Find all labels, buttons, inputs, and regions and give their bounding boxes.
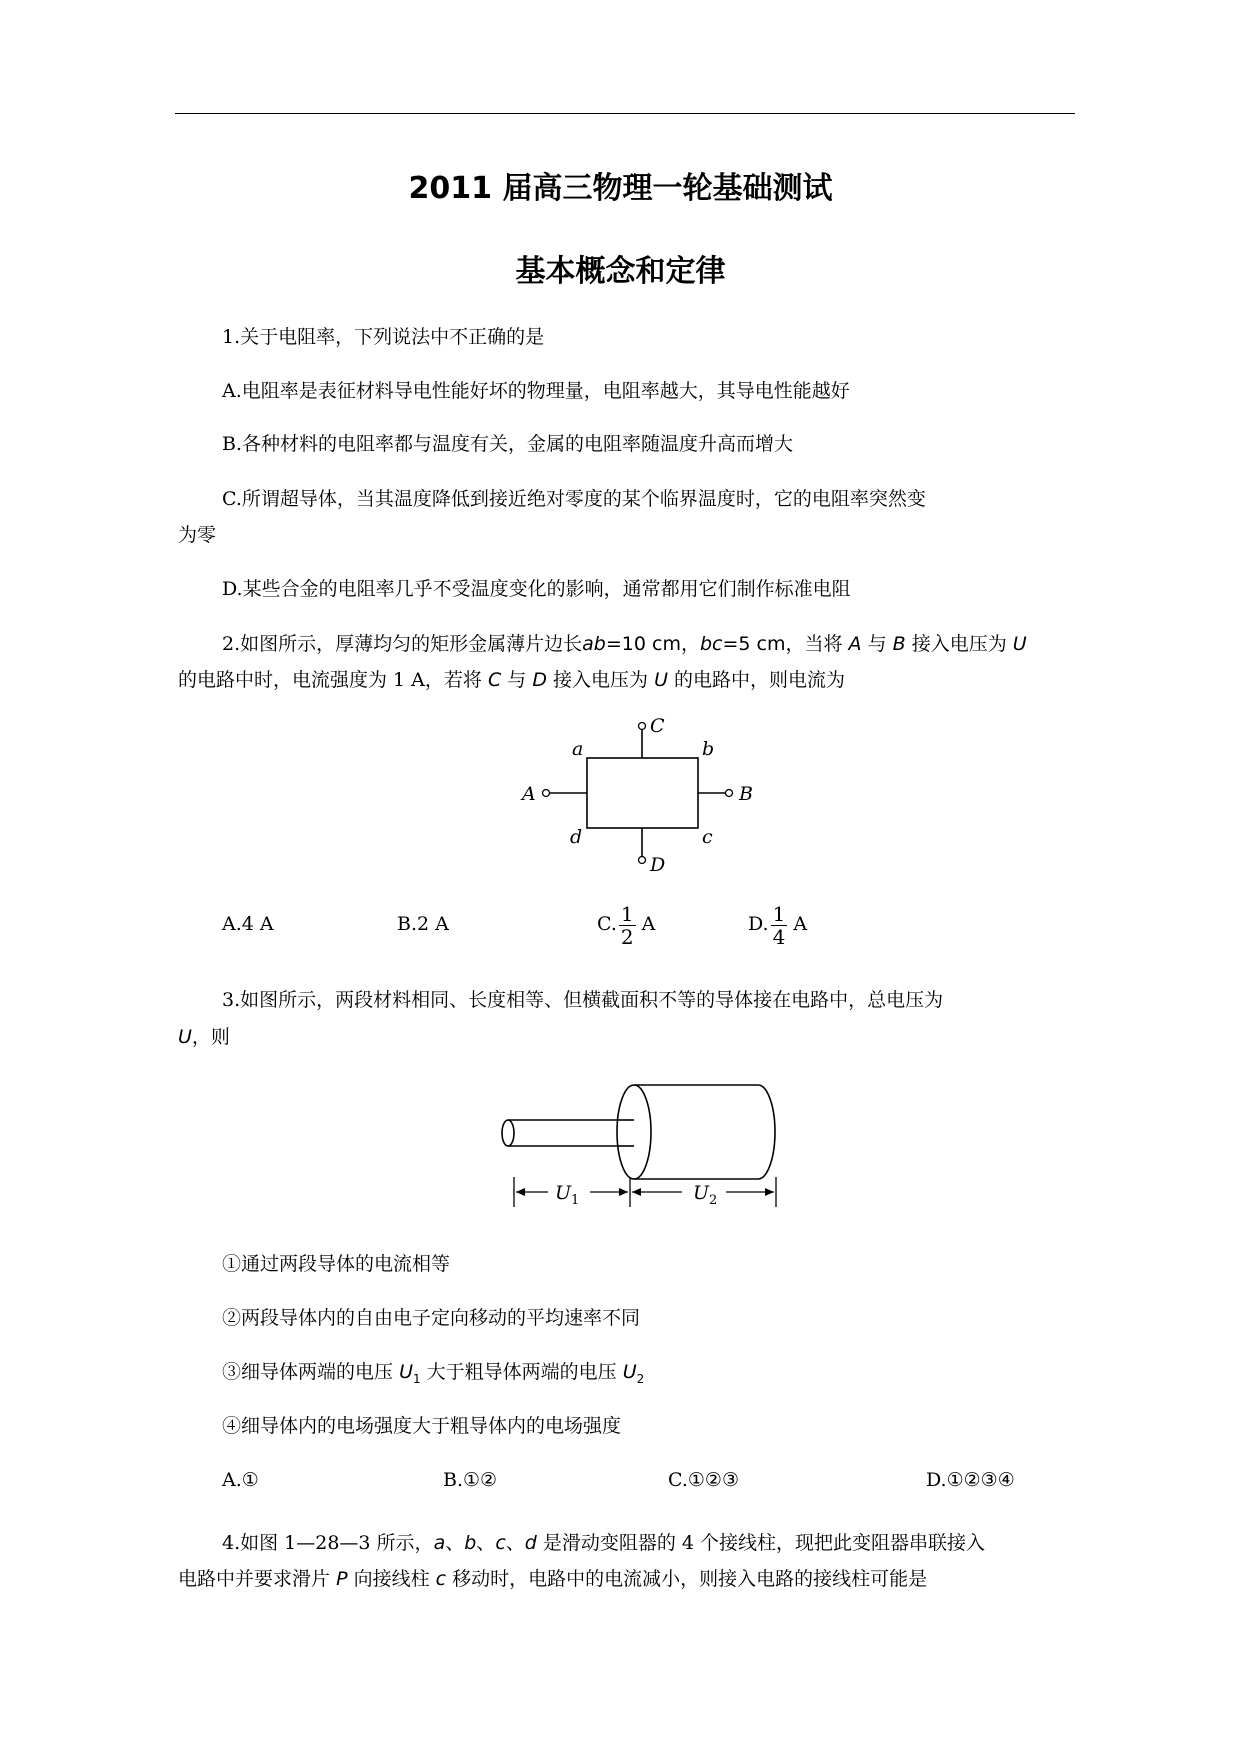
q1-option-b: B.各种材料的电阻率都与温度有关，金属的电阻率随温度升高而增大: [222, 433, 794, 455]
q4-stem-line1: 4.如图 1—28—3 所示，a、b、c、d 是滑动变阻器的 4 个接线柱，现把此变阻器串联接入: [222, 1532, 986, 1554]
q2-option-c: C. $\frac{1}{2}$ A: [597, 901, 656, 949]
q3-option-c: C.①②③: [668, 1469, 739, 1491]
metal-plate: [587, 758, 698, 828]
q1-option-c-line2: 为零: [178, 524, 217, 546]
label-terminal-c: C: [650, 715, 665, 737]
label-terminal-a: A: [522, 783, 536, 805]
label-corner-d: d: [570, 826, 583, 848]
q3-option-a: A.①: [222, 1469, 259, 1491]
label-corner-c: c: [702, 826, 713, 848]
label-terminal-d: D: [650, 854, 666, 876]
thick-conductor-back: [634, 1085, 775, 1179]
q1-option-d: D.某些合金的电阻率几乎不受温度变化的影响，通常都用它们制作标准电阻: [222, 578, 851, 600]
terminal-b: [726, 790, 733, 797]
q2-stem-line1: 2.如图所示，厚薄均匀的矩形金属薄片边长ab=10 cm，bc=5 cm，当将 A 与 B 接入电压为 U: [222, 633, 1027, 655]
q3-statement-2: ②两段导体内的自由电子定向移动的平均速率不同: [222, 1307, 641, 1329]
label-u2: $U_2$: [693, 1182, 718, 1208]
page-title: 2011 届高三物理一轮基础测试: [408, 171, 833, 206]
terminal-d: [639, 857, 646, 864]
q3-statement-3: ③细导体两端的电压 $U_1$ 大于粗导体两端的电压 $U_2$: [222, 1361, 645, 1386]
q2-option-b: B.2 A: [397, 913, 449, 935]
terminal-c: [639, 723, 646, 730]
q1-option-c-line1: C.所谓超导体，当其温度降低到接近绝对零度的某个临界温度时，它的电阻率突然变: [222, 488, 926, 510]
terminal-a: [543, 790, 550, 797]
q3-statement-4: ④细导体内的电场强度大于粗导体内的电场强度: [222, 1415, 622, 1437]
q3-conductor-figure: [490, 1075, 790, 1220]
label-u1: $U_1$: [555, 1182, 580, 1208]
label-corner-a: a: [572, 738, 584, 760]
label-corner-b: b: [702, 738, 715, 760]
q2-rectangle-figure: [520, 708, 760, 874]
q4-stem-line2: 电路中并要求滑片 P 向接线柱 c 移动时，电路中的电流减小，则接入电路的接线柱可能是: [178, 1568, 928, 1590]
q3-option-b: B.①②: [443, 1469, 498, 1491]
q3-stem-line2: U，则: [178, 1026, 230, 1048]
q1-stem: 1.关于电阻率，下列说法中不正确的是: [222, 326, 545, 348]
fraction-one-half: $\frac{1}{2}$: [620, 901, 634, 949]
label-terminal-b: B: [739, 783, 753, 805]
page-subtitle: 基本概念和定律: [515, 254, 726, 289]
q3-statement-1: ①通过两段导体的电流相等: [222, 1253, 451, 1275]
thin-conductor-end: [502, 1120, 514, 1146]
q3-stem-line1: 3.如图所示，两段材料相同、长度相等、但横截面积不等的导体接在电路中，总电压为: [222, 989, 944, 1011]
q2-option-d: D. $\frac{1}{4}$ A: [748, 901, 808, 949]
q2-stem-line2: 的电路中时，电流强度为 1 A，若将 C 与 D 接入电压为 U 的电路中，则电流为: [178, 669, 846, 691]
q2-option-a: A.4 A: [222, 913, 274, 935]
header-rule: [175, 113, 1075, 114]
thick-conductor-front: [617, 1085, 651, 1179]
q3-option-d: D.①②③④: [926, 1469, 1015, 1491]
q1-option-a: A.电阻率是表征材料导电性能好坏的物理量，电阻率越大，其导电性能越好: [222, 380, 850, 402]
fraction-one-quarter: $\frac{1}{4}$: [772, 901, 786, 949]
